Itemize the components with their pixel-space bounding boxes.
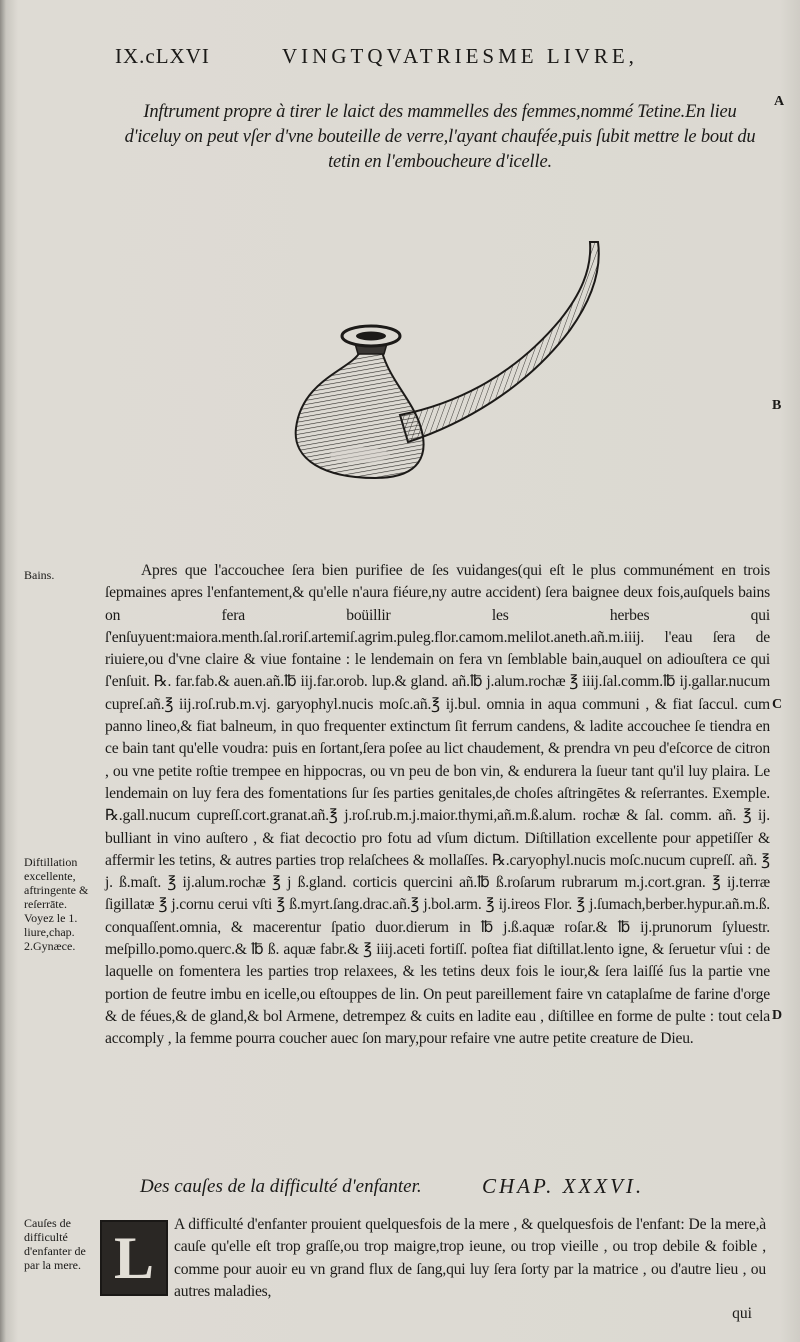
side-note-bains: Bains. — [24, 568, 55, 582]
chapter-title: Des cauſes de la difficulté d'enfanter. — [140, 1176, 422, 1197]
running-title: VINGTQVATRIESME LIVRE, — [282, 44, 638, 68]
margin-letter-d: D — [772, 1008, 783, 1023]
side-note-distillation: Diftillation excellente, aftringente & reſerrāte. Voyez le 1. liure,chap. 2.Gynæce. — [24, 855, 89, 953]
tetine-woodcut-figure — [280, 230, 620, 490]
spout-icon — [400, 242, 599, 442]
margin-letter-b: B — [772, 398, 782, 413]
margin-letter-a: A — [774, 94, 785, 109]
chapter-heading — [140, 1176, 760, 1206]
figure-caption: Inftrument propre à tirer le laict des mammelles des femmes,nommé Tetine.En lieu d'iceluy on peut vſer d'vne bouteille de verre,l'ayant chaufée,puis ſubit mettre le bout du tetin en l'emboucheure d'icelle. — [124, 102, 756, 172]
decorated-initial — [100, 1220, 168, 1296]
chapter-paragraph: A difficulté d'enfanter prouient quelquesfois de la mere , & quelquesfois de l'enfant: De la mere,à cauſe qu'elle eſt trop graſſe,ou trop maigre,trop ieune, ou trop vieille , ou trop debile & foible , comme pour auoir eu vn grand flux de ſang,qui luy ſera ſorty par la matrice , ou d'autre lieu , ou autres maladies, — [174, 1216, 766, 1300]
main-paragraph — [105, 560, 770, 1051]
side-note-causes: Cauſes de difficulté d'enfanter de par la mere. — [24, 1216, 86, 1272]
margin-letter-c: C — [772, 697, 783, 712]
folio-number: IX.cLXVI — [115, 44, 210, 68]
initial-letter: L — [113, 1224, 155, 1291]
chapter-number: CHAP. XXXVI. — [482, 1174, 645, 1198]
body-paragraph: Apres que l'accouchee ſera bien purifiee de ſes vuidanges(qui eſt le plus communément en trois ſepmaines apres l'enfantement,& qu'elle n'aura fiéure,ny autre accident) ſera baignee deux fois,auſquels bains on fera boüillir les herbes qui ſ'enſuyuent:maiora.menth.ſal.roriſ.artemiſ.agrim.puleg.flor.camom.melilot.aneth.añ.m.iiij. l'eau ſera de riuiere,ou d'vne claire & viue fontaine : le lendemain on fera vn ſemblable bain,auquel on adiouſtera ce qui ſ'enſuit. ℞. far.fab.& auen.añ.℔ iij.far.orob. lup.& gland. añ.℔ j.alum.rochæ ℥ iiij.ſal.comm.℔ ij.gallar.nucum cupreſ.añ.℥ iij.roſ.rub.m.vj. garyophyl.nucis moſc.añ.℥ ij.bul. omnia in aqua communi , & fiat ſaccul. cum panno lineo,& fiat balneum, in quo frequenter extinctum ſit ferrum candens, & ladite accouchee ſe tiendra en ce bain tant qu'elle voudra: puis en ſortant,ſera poſee au lict chaudement, & prendra vn peu d'eſcorce de citron , ou vne petite roſtie trempee en hippocras, ou vn peu de bon vin, & endurera la ſueur tant qu'il luy plaira. Le lendemain on luy fera des fomentations ſur ſes parties genitales,de choſes aſtringētes & reſerrantes. Exemple. ℞.gall.nucum cupreſſ.cort.granat.añ.℥ j.roſ.rub.m.j.maior.thymi,añ.m.ß.alum. rochæ & ſal. comm. añ. ℥ ij. bulliant in vino auſtero , & fiat decoctio pro fotu ad vſum dictum. Diſtillation excellente pour appetiſſer & affermir les tetins, & autres parties trop relaſchees & mollaſſes. ℞.caryophyl.nucis moſc.nucum cupreſſ. añ. ℥ j. ß.maſt. ℥ ij.alum.rochæ ℥ j ß.gland. corticis quercini añ.℔ ß.roſarum rubrarum m.j.cort.gran. ℥ ij.terræ ſigillatæ ℥ j.cornu cerui vſti ℥ ß.myrt.ſang.drac.añ.℥ j.bol.arm. ℥ ij.ireos Flor. ℥ j.ſumach,berber.hypur.añ.m.ß. conquaſſent.omnia, & macerentur ſpatio duor.dierum in ℔ j.ß.aquæ roſar.& ℔ ij.prunorum ſyluestr. meſpillo.pomo.querc.& ℔ ß. aquæ fabr.& ℥ iiij.aceti fortiſſ. poſtea fiat diſtillat.lento igne, & ſeruetur vſui : de laquelle on fomentera les parties trop relaxees, & les tetins deux fois le iour,& ſera laiſſé ſus la partie vne portion de feutre imbu en icelle,ou eſtouppes de lin. On peut pareillement faire vn cataplaſme de farine d'orge & de féues,& de gland,& bol Armene, detrempez & cuits en ladite eau , diſtillee en forme de pulte : tout cela accomply , la femme pourra coucher auec ſon mary,pour refaire vne autre petite creature de Dieu. — [105, 562, 770, 1048]
catchword: qui — [732, 1305, 752, 1322]
page-header — [0, 38, 800, 70]
